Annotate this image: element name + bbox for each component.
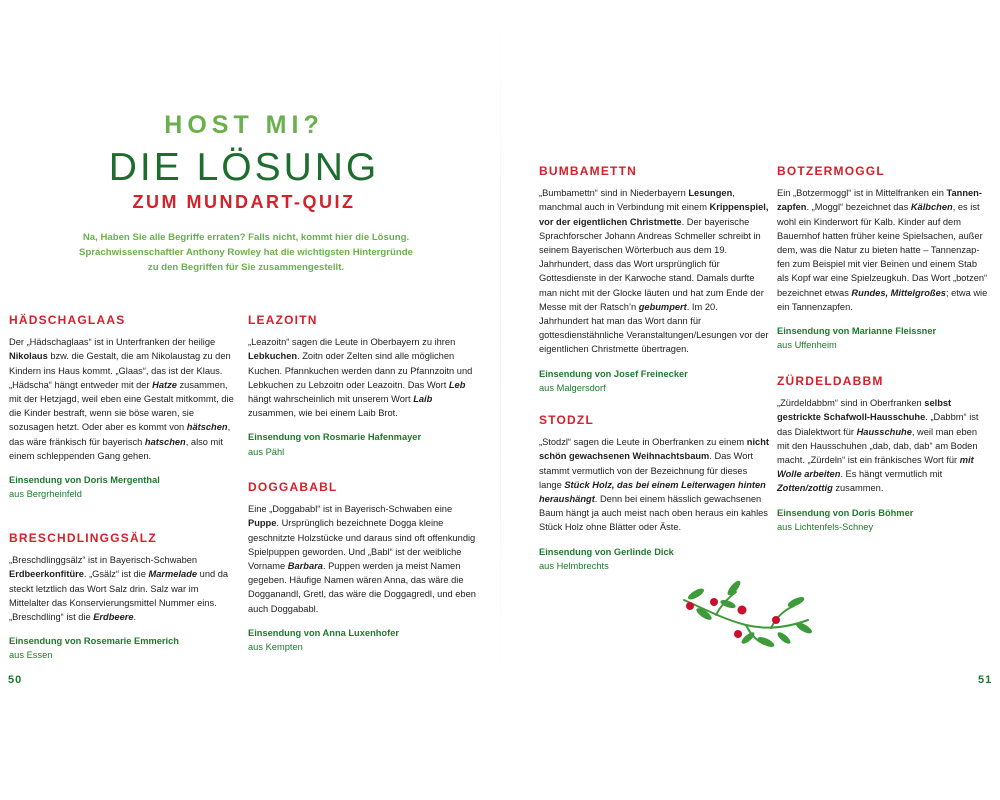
entry-title: HÄDSCHAGLAAS — [9, 313, 126, 327]
entry-town: aus Malgersdorf — [539, 382, 606, 393]
entry-sender: Einsendung von Doris Böhmer — [777, 507, 914, 518]
entry-text: „Breschdlinggsälz“ ist in Bayerisch-Schwaben Erdbeerkonfitüre. „Gsälz“ ist die Marmelade und da steckt letztlich das Wort Salz drin. Salz war im Mittelalter das Konservierungsmittel Nummer eins. „Breschdling“ ist die Erdbeere. — [9, 555, 229, 623]
entry-town: aus Lichtenfels-Schney — [777, 521, 874, 532]
entry-town: aus Pähl — [248, 446, 285, 457]
entry-text: „Stodzl“ sagen die Leute in Oberfranken zu einem nicht schön gewachsenen Weihnachtsbaum. Das Wort stammt vermutlich von der Bezeichnung für dieses lange Stück Holz, das bei einem Leiterwagen hinten heraushängt. Denn bei einem hässlich gewachsenen Baum hängt ja auch meist nach oben heraus ein kahles Stück Holz ohne Blätter oder Äste. — [539, 437, 769, 533]
entry-sender: Einsendung von Doris Mergenthal — [9, 475, 160, 486]
entry-sender: Einsendung von Anna Luxenhofer — [248, 627, 399, 638]
entry-sender: Einsendung von Rosemarie Emmerich — [9, 636, 179, 647]
entry-botzermoggl — [777, 164, 989, 352]
quiz-question-heading: HOST MI? — [164, 111, 324, 139]
entry-town: aus Kempten — [248, 642, 303, 653]
entry-text: „Leazoitn“ sagen die Leute in Oberbayern zu ihren Lebkuchen. Zoitn oder Zelten sind alle möglichen Kuchen. Pfannkuchen werden dann zu Pfannzoitn und Lebkuchen zu Lebzoitn oder Leazoitn. Das Wort Leb hängt wahrscheinlich mit unserem Wort Laib zusammen, wie bei einem Laib Brot. — [248, 337, 473, 419]
entry-doggababl — [248, 480, 478, 654]
mistletoe-sprig-icon — [676, 580, 816, 650]
page-title: DIE LÖSUNG — [108, 146, 380, 189]
entry-town: aus Helmbrechts — [539, 560, 609, 571]
entry-title: STODZL — [539, 413, 594, 427]
entry-title: DOGGABABL — [248, 480, 338, 494]
entry-sender: Einsendung von Gerlinde Dick — [539, 546, 674, 557]
entry-bumbamettn — [539, 164, 769, 395]
entry-text: „Zürdeldabbm“ sind in Oberfranken selbst gestrickte Schafwoll-Hausschuhe. „Dabbm“ ist das Dialektwort für Hausschuhe, weil man eben mit den Hausschuhen „dab, dab, dab“ am Boden macht. „Zürdeln“ ist ein fränkisches Wort für mit Wolle arbeiten. Es hängt vermutlich mit Zotten/zottig zusammen. — [777, 398, 979, 494]
entry-title: ZÜRDELDABBM — [777, 374, 884, 388]
entry-breschdlinggsaelz — [9, 531, 239, 663]
entry-haedschaglaas — [9, 313, 239, 501]
entry-sender: Einsendung von Marianne Fleissner — [777, 326, 937, 337]
intro-text: Na, Haben Sie alle Begriffe erraten? Falls nicht, kommt hier die Lösung. Sprachwissenschaftler Anthony Rowley hat die wichtigsten Hintergründe zu den Begriffen für Sie zusammengestellt. — [79, 232, 413, 273]
entry-text: „Bumbamettn“ sind in Niederbayern Lesungen, manchmal auch in Verbindung mit einem Krippenspiel, vor der eigentlichen Christmette. Der bayerische Sprachforscher Johann Andreas Schmeller schreibt in seinem Bayerischen Wörterbuch aus dem 19. Jahrhundert, dass das Wort ursprünglich für Gottesdienste in der Karwoche stand. Damals durfte man nicht mit der Glocke läuten und hat zum Ende der Messe mit der Ratsch’n gebumpert. Im 20. Jahrhundert hat man das Wort dann für gottesdienstähnliche Veranstaltungen/Lesungen vor der eigentlichen Christmette übertragen. — [539, 188, 769, 355]
entry-title: BRESCHDLINGGSÄLZ — [9, 531, 157, 545]
entry-text: Der „Hädschaglaas“ ist in Unterfranken der heilige Nikolaus bzw. die Gestalt, die am Nikolaustag zu den Kindern ins Haus kommt. „Glaas“, das ist der Klaus. „Hädscha“ hängt entweder mit der Hatze zusammen, mit der Hetzjagd, weil eben eine Gestalt mitkommt, die die Kinder bestraft, wenn sie böse waren, sie sozusagen hetzt. Oder aber es kommt von hätschen, das wäre fränkisch für bayerisch hatschen, also mit einem schleppenden Gang gehen. — [9, 337, 234, 461]
page-fold — [500, 0, 501, 700]
entry-text: Eine „Doggababl“ ist in Bayerisch-Schwaben eine Puppe. Ursprünglich bezeichnete Dogga kleine geschnitzte Holzstücke und daraus sind oft offenkundig Spielpuppen geworden. Und „Babl“ ist der weibliche Vorname Barbara. Puppen werden ja meist Namen gegeben. Häufige Namen wären Anna, das wäre die Dogganandl, Gretl, das wäre die Doggagredl, und eben auch Doggababl. — [248, 504, 476, 614]
entry-town: aus Bergrheinfeld — [9, 489, 82, 500]
entry-sender: Einsendung von Josef Freinecker — [539, 368, 688, 379]
page-subtitle: ZUM MUNDART-QUIZ — [132, 192, 356, 212]
page-number-right: 51 — [978, 674, 993, 686]
entry-sender: Einsendung von Rosmarie Hafenmayer — [248, 432, 422, 443]
entry-text: Ein „Botzermoggl“ ist in Mittelfranken ein Tannenzapfen. „Moggl“ bezeichnet das Kälbchen, es ist wohl ein Kinderwort für Kalb. Kinder auf dem Bauernhof hatten früher keine Spielsachen, außer dem, was die Natur zu bieten hatte – Tannenzapfen zum Beispiel mit vier Beinen und einem Stab als Kopf war eine Spielzeugkuh. Das Wort „botzen“ bezeichnet etwas Rundes, Mittelgroßes; etwa wie ein Tannenzapfen. — [777, 188, 988, 312]
entry-stodzl — [539, 413, 769, 573]
entry-leazoitn — [248, 313, 478, 459]
entry-title: LEAZOITN — [248, 313, 318, 327]
page-number-left: 50 — [8, 674, 23, 686]
entry-title: BUMBAMETTN — [539, 164, 637, 178]
entry-title: BOTZERMOGGL — [777, 164, 885, 178]
entry-town: aus Uffenheim — [777, 340, 837, 351]
entry-zuerdeldabbm — [777, 374, 989, 534]
entry-town: aus Essen — [9, 650, 53, 661]
